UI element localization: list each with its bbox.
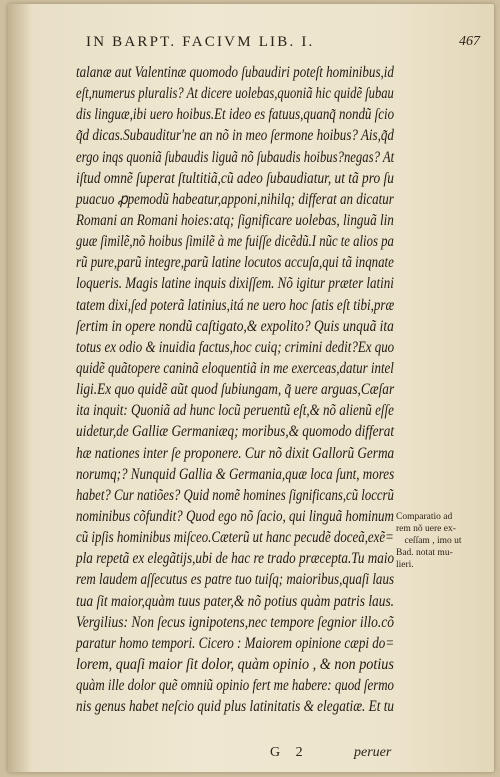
text-line: guæ ſimilẽ,nõ hoibus ſimilẽ à me fuiſſe dicẽdũ.I nũc te alios pa — [76, 233, 394, 251]
text-line: ſertim in opere nondũ caſtigato,& expolito? Quis unquã ita — [76, 317, 394, 335]
page-number: 467 — [459, 34, 480, 49]
text-line: quidẽ quãtopere caninã eloquentiã in me exerceas,datur intel — [76, 359, 394, 377]
text-line: norumq;? Nunquid Gallia & Germania,quæ loca ſunt, mores — [76, 465, 395, 483]
text-line: iſtud omnẽ ſuperat ſtultitiã,cũ adeo ſubaudiatur, ut tã pro ſu — [76, 169, 394, 187]
text-line: ligi.Ex quo quidẽ aũt quod ſubiungam, q̃ uere arguas,Cæſar — [76, 381, 395, 399]
text-line: Romani an Romani hoies:atq; ſignificare uolebas, linguã lin — [76, 211, 394, 229]
text-line: talanæ aut Valentinæ quomodo ſubaudiri poteſt hominibus,id — [76, 64, 394, 81]
marginal-note — [396, 511, 470, 571]
catchword: peruer — [354, 745, 392, 760]
text-line: ita inquit: Quoniã ad hunc locũ peruentũ eſt,& nõ alienũ eſſe — [76, 402, 394, 420]
text-line: paratur homo tempori. Cicero : Maiorem opinione cæpi do= — [76, 634, 395, 652]
running-head: IN BARPT. FACIVM LIB. I. — [86, 34, 315, 50]
marginal-note-line: Bad. notat mu- — [396, 548, 453, 558]
text-line: uidetur,de Galliæ Germaniæq; moribus,& quomodo differat — [76, 423, 395, 441]
marginal-note-line: ceſſam , imo ut — [404, 536, 462, 546]
main-text-block — [76, 62, 394, 717]
text-line: lorem, quaſi maior ſit dolor, quàm opinio , & non potius — [76, 655, 394, 673]
text-line: q̃d dicas.Subauditur'ne an nõ in meo ſermone hoibus? Ais,q̃d — [76, 127, 394, 145]
book-page — [8, 4, 494, 772]
marginal-note-line: Comparatio ad — [396, 512, 453, 522]
text-line: nominibus cõfundit? Quod ego nõ ſacio, qui linguã hominum — [76, 507, 394, 525]
text-line: Vergilius: Non ſecus ignipotens,nec tempore ſegnior illo.cõ — [76, 613, 395, 631]
text-line: hæ nationes inter ſe proponere. Cur nõ dixit Gallorũ Germa — [76, 444, 395, 462]
text-line: habet? Cur natiões? Quid nomẽ homines ſignificans,cũ loccrũ — [76, 486, 394, 504]
text-line: eſt,numerus pluralis? At dicere uolebas,quoniã hic quidẽ ſubau — [76, 85, 394, 103]
text-line: nis genus habet neſcio quid plus latinitatis & elegatiæ. Et tu — [76, 698, 395, 716]
marginal-note-line: rem nõ uere ex- — [396, 524, 456, 534]
text-line: totus ex odio & inuidia factus,hoc cuiq; crimini dedit?Ex quo — [76, 338, 395, 356]
text-line: tatem dixi,ſed poterã latinius,itá ne uero hoc ſatis eſt tibi,præ — [76, 296, 395, 314]
text-line: rũ pure,parũ integre,parũ latine locutos accuſa,qui tã inqnate — [76, 254, 394, 272]
text-line: quàm ille dolor quẽ omniũ opinio fert me habere: quod ſermo — [76, 677, 395, 695]
signature-mark: G 2 — [270, 745, 309, 760]
text-line: pla repetã ex elegãtijs,ubi de hac re trado præcepta.Tu maio — [76, 550, 395, 568]
marginal-note-line: lieri. — [396, 560, 414, 570]
text-line: dis linguæ,ibi uero hoibus.Et ideo es fatuus,quanq̃ nondũ ſcio — [76, 106, 395, 124]
text-line: ergo inqs quoniã ſubaudis liguã nõ ſubaudis hoibus?negas? At — [76, 148, 395, 166]
text-line: loqueris. Magis latine inquis dixiſſem. Nõ igitur præter latini — [76, 275, 394, 293]
text-line: puacuo ꝓpemodũ habeatur,apponi,nihilq; differat an dicatur — [76, 190, 394, 208]
text-line: cũ ipſis hominibus miſceo.Cæterũ ut hanc pecudẽ doceã,exẽ= — [76, 529, 394, 547]
text-line: rem laudem aſſecutus es patre tuo tuiſq; maioribus,quaſi laus — [76, 571, 395, 589]
text-line: tua ſit maior,quàm tuus pater,& nõ potius quàm patris laus. — [76, 592, 395, 610]
